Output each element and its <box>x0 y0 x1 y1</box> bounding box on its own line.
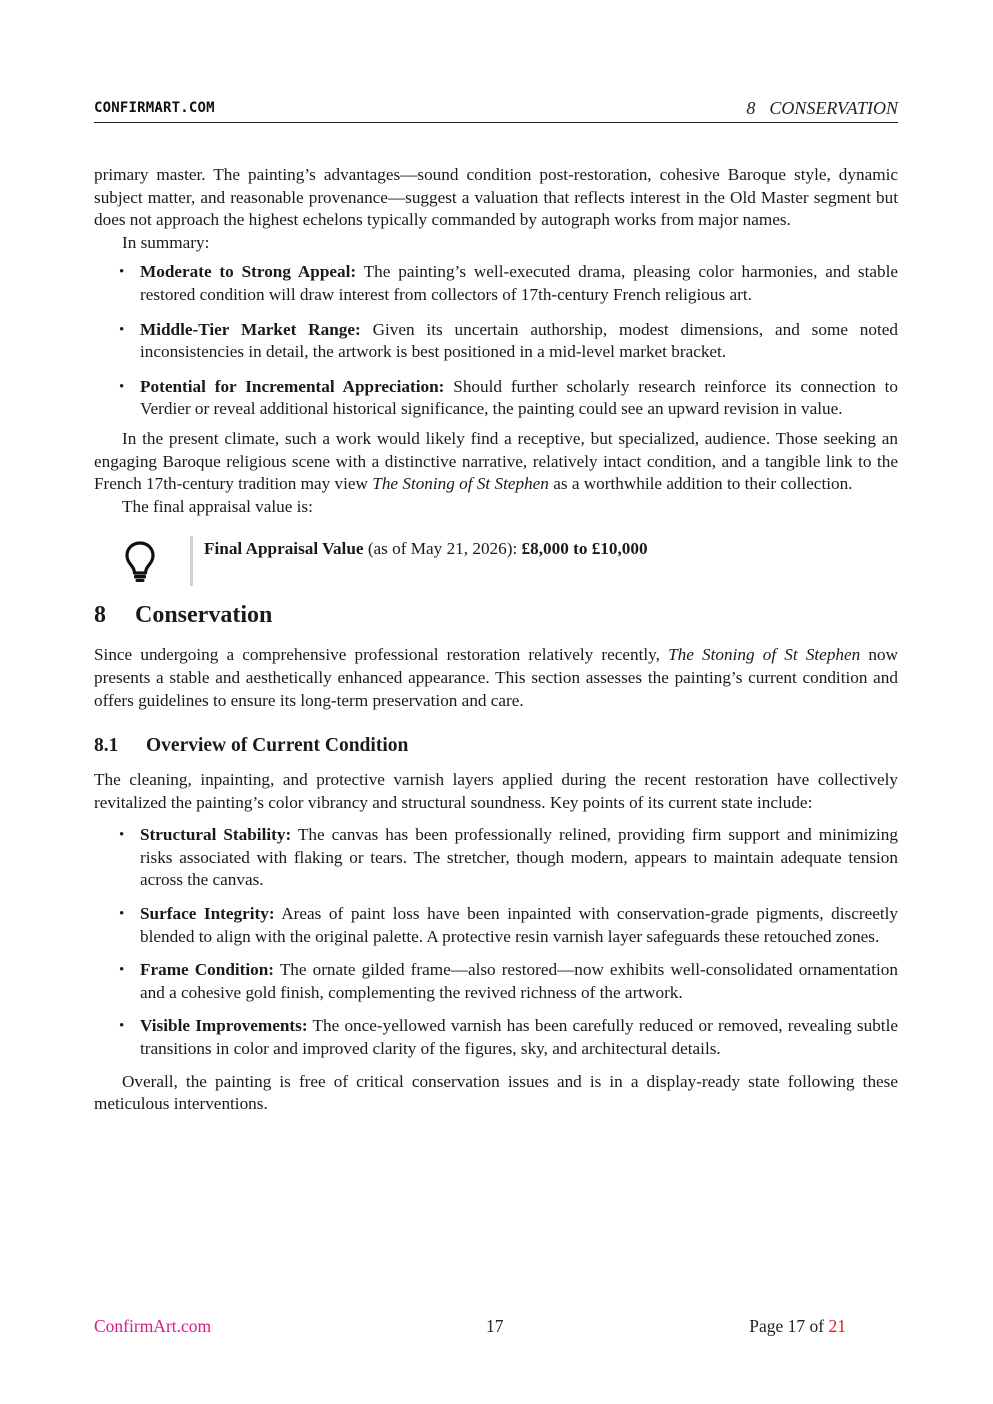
section-intro-after: now presents a stable and aesthetically enhanced appearance. This section assesses the painting’s current condition and offers guidelines to ensure its long-term preservation and care. <box>94 645 899 710</box>
bullet-term: Visible Improvements: <box>140 1016 308 1036</box>
appraisal-callout <box>94 540 898 588</box>
bullet-icon: • <box>119 827 125 844</box>
bullet-text: The ornate gilded frame—also restored—now exhibits well-consolidated ornamentation and a cohesive gold finish, complementing the revived richness of the artwork. <box>140 960 898 1002</box>
footer-site-link[interactable]: ConfirmArt.com <box>94 1316 212 1336</box>
footer-page-number: 17 <box>486 1316 504 1336</box>
bullet-icon: • <box>119 906 125 923</box>
page-count-prefix: Page 17 of <box>749 1316 825 1336</box>
lightbulb-icon <box>124 540 156 586</box>
bullet-text: The painting’s well-executed drama, pleasing color harmonies, and stable restored condition will draw interest from collectors of 17th-century French religious art. <box>140 262 898 304</box>
callout-date-note: (as of May 21, 2026): <box>367 539 518 559</box>
condition-list <box>94 824 898 1060</box>
list-item <box>94 1015 898 1060</box>
running-section-name: CONSERVATION <box>769 98 898 118</box>
list-item <box>94 959 898 1004</box>
bullet-text: Should further scholarly research reinforce its connection to Verdier or reveal additional historical significance, the painting could see an upward revision in value. <box>140 376 899 419</box>
final-lead: The final appraisal value is: <box>122 496 313 516</box>
list-item <box>94 319 898 364</box>
climate-text-after: as a worthwhile addition to their collection. <box>548 474 853 494</box>
bullet-term: Surface Integrity: <box>140 904 275 924</box>
callout-label: Final Appraisal Value <box>204 539 364 559</box>
running-section-number: 8 <box>746 98 756 118</box>
climate-paragraph <box>94 428 898 496</box>
intro-paragraph: primary master. The painting’s advantages—sound condition post-restoration, cohesive Baroque style, dynamic subject matter, and reasonable provenance—suggest a valuation that reflects interest in the Old Master segment but does not approach the highest echelons typically commanded by autograph works from major names. <box>94 165 898 230</box>
section-heading <box>94 600 898 630</box>
bullet-text: Areas of paint loss have been inpainted with conservation-grade pigments, discreetly blended to align with the original palette. A protective resin varnish layer safeguards these retouched zones. <box>140 904 898 946</box>
list-item <box>94 824 898 892</box>
site-logo[interactable]: CONFIRMART.COM <box>94 100 215 116</box>
page-footer <box>94 1316 898 1340</box>
bullet-icon: • <box>119 378 125 395</box>
bullet-icon: • <box>119 1018 125 1035</box>
bullet-term: Middle-Tier Market Range: <box>140 319 361 339</box>
summary-lead: In summary: <box>122 232 210 252</box>
section-title: Conservation <box>135 602 273 629</box>
section-intro <box>94 644 898 712</box>
subsection-number: 8.1 <box>94 735 119 757</box>
bullet-term: Frame Condition: <box>140 960 275 980</box>
subsection-intro: The cleaning, inpainting, and protective varnish layers applied during the recent restoration have collectively revitalized the painting’s color vibrancy and structural soundness. Key points of its current state include: <box>94 770 898 812</box>
running-section-title <box>746 98 898 119</box>
callout-text <box>204 538 648 561</box>
footer-page-count <box>749 1316 846 1337</box>
bullet-term: Moderate to Strong Appeal: <box>140 262 357 282</box>
list-item <box>94 261 898 306</box>
page-body <box>94 164 898 1116</box>
bullet-term: Structural Stability: <box>140 825 292 845</box>
list-item <box>94 903 898 948</box>
painting-title: The Stoning of St Stephen <box>668 645 861 665</box>
section-intro-before: Since undergoing a comprehensive professional restoration relatively recently, <box>94 645 669 665</box>
bullet-term: Potential for Incremental Appreciation: <box>140 376 445 396</box>
subsection-heading <box>94 734 898 758</box>
callout-bar <box>190 536 193 586</box>
climate-text-before: In the present climate, such a work would likely find a receptive, but specialized, audience. Those seeking an engaging Baroque religious scene with a distinctive narrative, relatively intact condition, and a tangible link to the French 17th-century tradition may view <box>94 428 898 494</box>
subsection-title: Overview of Current Condition <box>146 735 409 757</box>
bullet-icon: • <box>119 321 125 338</box>
bullet-text: Given its uncertain authorship, modest dimensions, and some noted inconsistencies in detail, the artwork is best positioned in a mid-level market bracket. <box>140 319 898 362</box>
painting-title: The Stoning of St Stephen <box>372 474 549 494</box>
page-total-link[interactable]: 21 <box>828 1316 846 1336</box>
bullet-icon: • <box>119 962 125 979</box>
closing-paragraph: Overall, the painting is free of critical conservation issues and is in a display-ready state following these meticulous interventions. <box>94 1071 898 1114</box>
bullet-icon: • <box>119 264 125 281</box>
bullet-text: The once-yellowed varnish has been carefully reduced or removed, revealing subtle transitions in color and improved clarity of the figures, sky, and architectural details. <box>140 1016 898 1059</box>
appraisal-value: £8,000 to £10,000 <box>521 539 648 559</box>
summary-list <box>94 261 898 421</box>
section-number: 8 <box>94 602 106 629</box>
list-item <box>94 376 898 421</box>
bullet-text: The canvas has been professionally relined, providing firm support and minimizing risks associated with flaking or tears. The stretcher, though modern, appears to maintain adequate tension across the canvas. <box>140 825 898 890</box>
running-header <box>94 98 898 123</box>
